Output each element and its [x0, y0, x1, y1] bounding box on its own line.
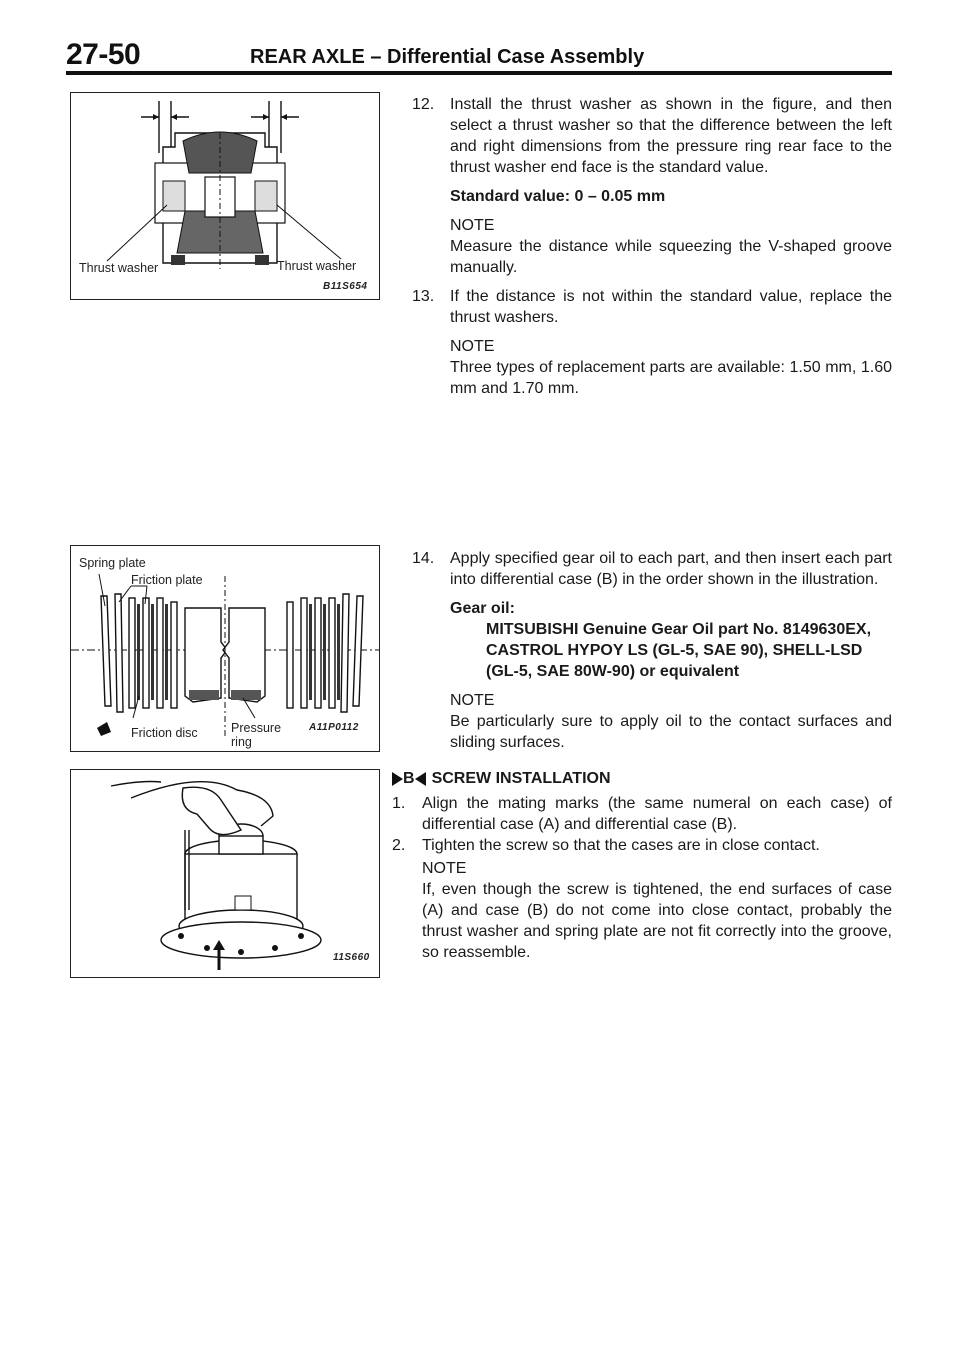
label-friction-disc: Friction disc [131, 726, 198, 740]
standard-value: Standard value: 0 – 0.05 mm [450, 188, 666, 205]
step-14-block [412, 548, 892, 761]
triangle-right-icon [392, 772, 403, 786]
step-number: 1. [392, 795, 406, 812]
figure-code: 11S660 [333, 952, 370, 963]
section-screw-installation [392, 768, 892, 971]
note-text: If, even though the screw is tightened, the end surfaces of case (A) and case (B) do not come into close contact, probably the thrust washer and spring plate are not fit correctly into the groove, so reassemble. [422, 881, 892, 961]
label-pressure-ring-1: Pressure [231, 721, 282, 735]
label-thrust-washer-left: Thrust washer [79, 261, 159, 275]
step-text: Apply specified gear oil to each part, and then insert each part into differential case (B) in the order shown in the illustration. [450, 550, 892, 588]
label-spring-plate: Spring plate [79, 556, 146, 570]
header-rule [66, 71, 892, 75]
plate-stack-drawing [71, 546, 379, 751]
gear-oil-text: MITSUBISHI Genuine Gear Oil part No. 8149630EX, CASTROL HYPOY LS (GL-5, SAE 90), SHELL-LSD (GL-5, SAE 80W-90) or equivalent [486, 621, 872, 680]
section-letter: B [403, 770, 415, 787]
label-friction-plate: Friction plate [131, 573, 203, 587]
note-heading: NOTE [450, 217, 495, 234]
figure-code: B11S654 [323, 281, 368, 292]
step-14 [412, 548, 892, 590]
figure-thrust-washer [70, 92, 380, 300]
page-number: 27-50 [66, 38, 141, 71]
step-text: If the distance is not within the standard value, replace the thrust washers. [450, 288, 892, 326]
section-heading [392, 768, 892, 789]
label-thrust-washer-right: Thrust washer [277, 259, 357, 273]
screw-step-2 [392, 835, 892, 856]
triangle-left-icon [415, 772, 426, 786]
note-heading: NOTE [450, 338, 495, 355]
step-text: Install the thrust washer as shown in the figure, and then select a thrust washer so that the difference between the left and right dimensions from the pressure ring rear face to the thrust washer end face is the standard value. [450, 96, 892, 176]
figure-plate-order [70, 545, 380, 752]
step-number: 12. [412, 96, 435, 113]
gear-oil-heading: Gear oil: [450, 600, 515, 617]
label-pressure-ring-2: ring [231, 735, 252, 749]
section-title: SCREW INSTALLATION [431, 770, 611, 787]
screw-step-1 [392, 793, 892, 835]
figure-screw-installation [70, 769, 380, 978]
note-text: Measure the distance while squeezing the V-shaped groove manually. [450, 238, 892, 276]
figure-code: A11P0112 [309, 722, 359, 733]
steps-12-13 [412, 94, 892, 407]
note-text: Be particularly sure to apply oil to the contact surfaces and sliding surfaces. [450, 713, 892, 751]
step-text: Tighten the screw so that the cases are in close contact. [422, 837, 820, 854]
note-heading: NOTE [422, 860, 467, 877]
page-title: REAR AXLE – Differential Case Assembly [250, 46, 645, 68]
screw-installation-drawing [71, 770, 379, 977]
step-12 [412, 94, 892, 178]
note-heading: NOTE [450, 692, 495, 709]
step-text: Align the mating marks (the same numeral on each case) of differential case (A) and differential case (B). [422, 795, 892, 833]
note-text: Three types of replacement parts are available: 1.50 mm, 1.60 mm and 1.70 mm. [450, 359, 892, 397]
step-number: 14. [412, 550, 435, 567]
step-number: 2. [392, 837, 406, 854]
step-13 [412, 286, 892, 328]
step-number: 13. [412, 288, 435, 305]
